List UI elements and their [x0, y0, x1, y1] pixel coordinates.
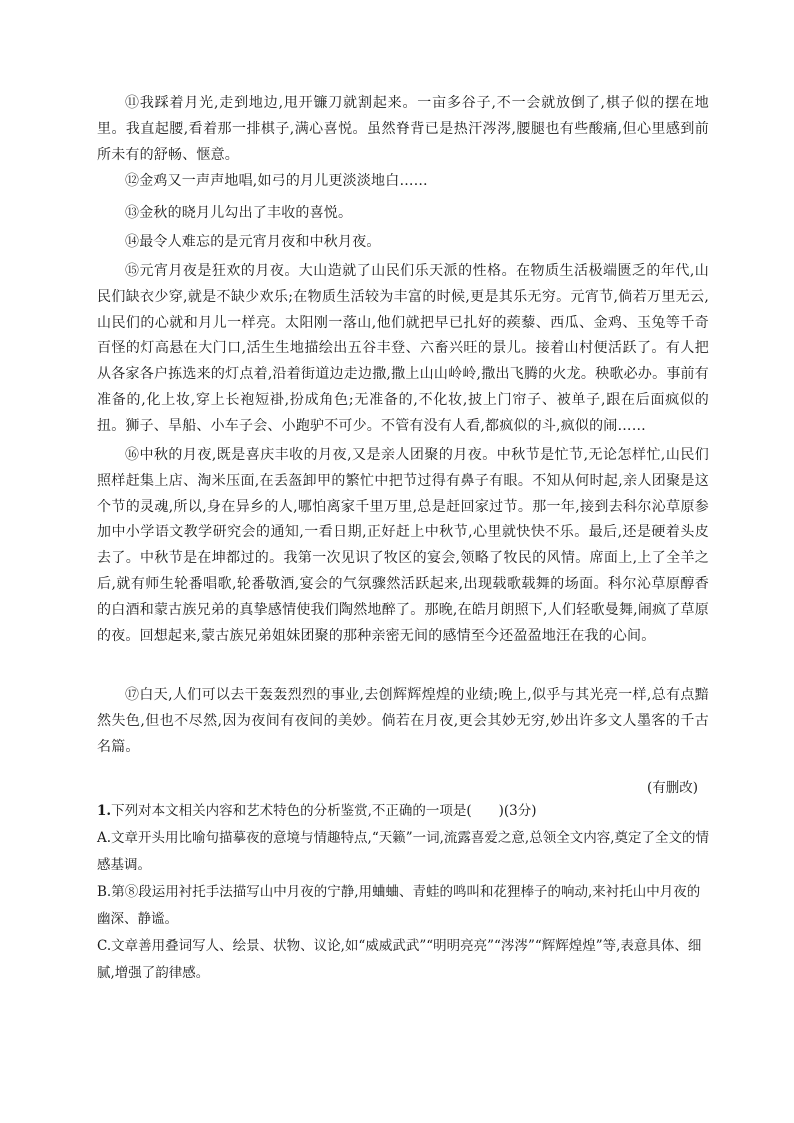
paragraph-13: ⑬金秋的晓月儿勾出了丰收的喜悦。: [125, 205, 353, 221]
paragraph-15: ⑮元宵月夜是狂欢的月夜。大山造就了山民们乐天派的性格。在物质生活极端匮乏的年代,山民们缺衣少穿,就是不缺少欢乐;在物质生活较为丰富的时候,更是其乐无穷。元宵节,倘若万里无云,山民们的心就和月儿一样亮。太阳刚一落山,他们就把早已扎好的蒺藜、西瓜、金鸡、玉兔等千奇百怪的灯高悬在大门口,活生生地描绘出五谷丰登、六畜兴旺的景儿。接着山村便活跃了。有人把从各家各户拣选来的灯点着,沿着街道边走边撒,撒上山山岭岭,撒出飞腾的火龙。秧歌必办。事前有准备的,化上妆,穿上长袍短褂,扮成角色;无准备的,不化妆,披上门帘子、被单子,跟在后面疯似的扭。狮子、旱船、小车子会、小跑驴不可少。不管有没有人看,都疯似的斗,疯似的闹……: [97, 263, 709, 434]
option-c: C.文章善用叠词写人、绘景、状物、议论,如“威威武武”“明明亮亮”“涔涔”“辉辉煌煌”等,表意具体、细腻,增强了韵律感。: [97, 938, 702, 981]
paragraph-17: ⑰白天,人们可以去干轰轰烈烈的事业,去创辉辉煌煌的业绩;晚上,似乎与其光亮一样,总有点黯然失色,但也不尽然,因为夜间有夜间的美妙。倘若在月夜,更会其妙无穷,妙出许多文人墨客的千古名篇。: [97, 687, 709, 755]
question-block: [97, 798, 709, 987]
question-stem: [97, 798, 709, 825]
paragraph-14: ⑭最令人难忘的是元宵月夜和中秋月夜。: [125, 234, 381, 250]
paragraph-12: ⑫金鸡又一声声地唱,如弓的月儿更淡淡地白……: [125, 173, 428, 189]
edit-note: (有删改): [646, 780, 698, 796]
paragraph-11: ⑪我踩着月光,走到地边,甩开镰刀就割起来。一亩多谷子,不一会就放倒了,棋子似的摆在地里。我直起腰,看着那一排棋子,满心喜悦。虽然脊背已是热汗涔涔,腰腿也有些酸痛,但心里感到前所未有的舒畅、惬意。: [97, 95, 709, 163]
option-a: A.文章开头用比喻句描摹夜的意境与情趣特点,“天籁”一词,流露喜爱之意,总领全文内容,奠定了全文的情感基调。: [97, 830, 710, 873]
question-number: 1.: [97, 803, 112, 819]
option-b: B.第⑧段运用衬托手法描写山中月夜的宁静,用蛐蛐、青蛙的鸣叫和花狸棒子的响动,来衬托山中月夜的幽深、静谧。: [97, 884, 701, 927]
question-text: 下列对本文相关内容和艺术特色的分析鉴赏,不正确的一项是( )(3分): [111, 803, 537, 819]
paragraph-16: ⑯中秋的月夜,既是喜庆丰收的月夜,又是亲人团聚的月夜。中秋节是忙节,无论怎样忙,山民们照样赶集上店、淘米压面,在丢盔卸甲的繁忙中把节过得有鼻子有眼。不知从何时起,亲人团聚是这个节的灵魂,所以,身在异乡的人,哪怕离家千里万里,总是赶回家过节。那一年,接到去科尔沁草原参加中小学语文教学研究会的通知,一看日期,正好赶上中秋节,心里就快快不乐。最后,还是硬着头皮去了。中秋节是在坤都过的。我第一次见识了牧区的宴会,领略了牧民的风情。席面上,上了全羊之后,就有师生轮番唱歌,轮番敬酒,宴会的气氛骤然活跃起来,出现载歌载舞的场面。科尔沁草原醇香的白酒和蒙古族兄弟的真挚感情使我们陶然地醉了。那晚,在皓月朗照下,人们轻歌曼舞,闹疯了草原的夜。回想起来,蒙古族兄弟姐妹团聚的那种亲密无间的感情至今还盈盈地汪在我的心间。: [97, 447, 709, 644]
